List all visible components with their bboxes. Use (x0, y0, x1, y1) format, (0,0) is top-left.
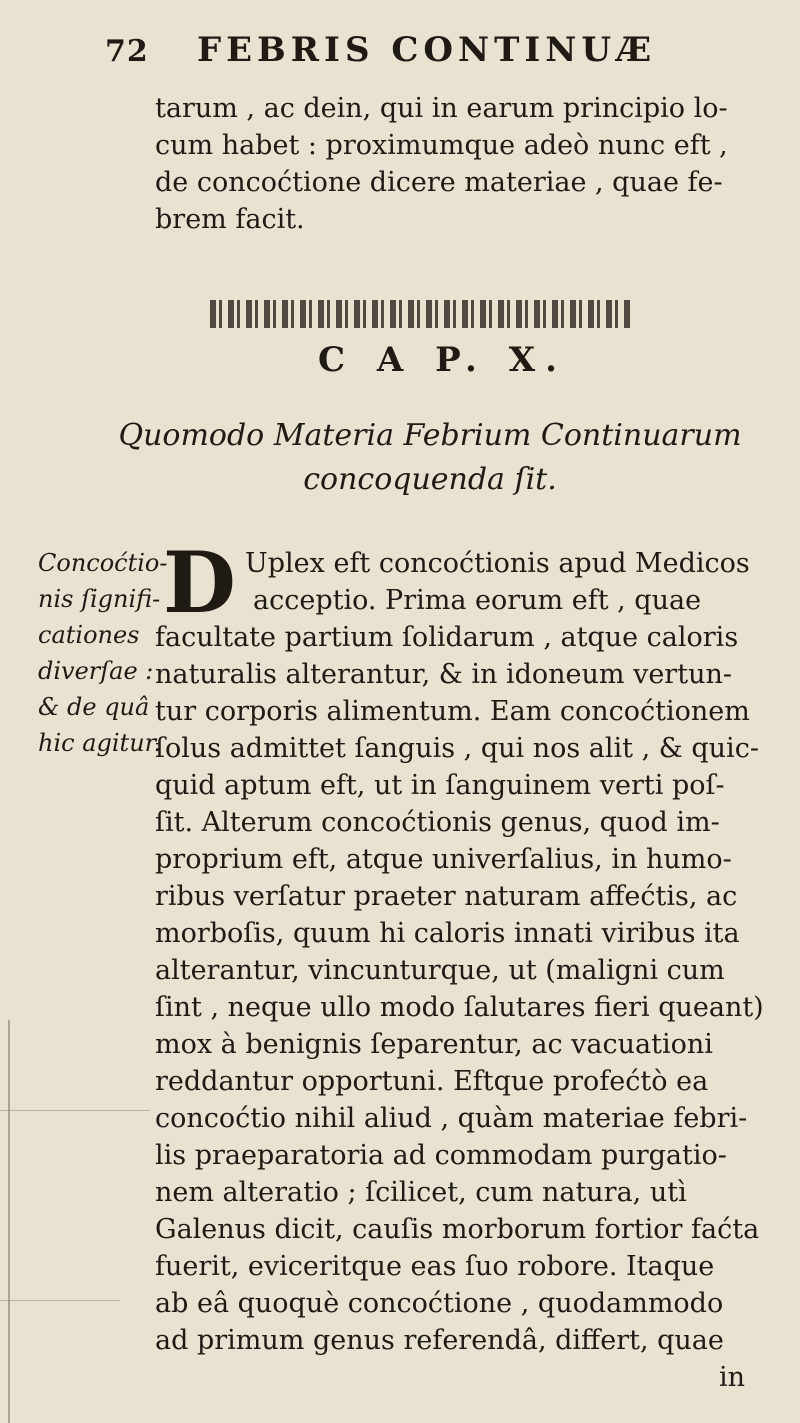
running-head-title: FEBRIS CONTINUÆ (197, 30, 657, 70)
margin-line: & de quâ (38, 693, 150, 721)
marginal-note (38, 545, 167, 761)
text-line: ſolus admittet ſanguis , qui nos alit , & quic- (155, 733, 759, 764)
text-line: mox à benignis ſeparentur, ac vacuationi (155, 1029, 713, 1060)
margin-line: diverſae : (38, 657, 154, 685)
text-line: de concoćtione dicere materiae , quae fe- (155, 167, 723, 198)
text-line: ribus verſatur praeter naturam affećtis, ac (155, 881, 738, 912)
text-line: ad primum genus referendâ, differt, quae (155, 1325, 724, 1356)
text-line: nem alteratio ; ſcilicet, cum natura, utì (155, 1177, 687, 1208)
catchword: in (718, 1362, 745, 1393)
text-line: naturalis alterantur, & in idoneum vertun- (155, 659, 732, 690)
text-line: alterantur, vincunturque, ut (maligni cum (155, 955, 725, 986)
text-line: concoćtio nihil aliud , quàm materiae febri- (155, 1103, 748, 1134)
chapter-label: C A P. X. (318, 340, 567, 380)
text-line: Galenus dicit, cauſis morborum fortior faćta (155, 1214, 760, 1245)
text-line: acceptio. Prima eorum eft , quae (253, 585, 702, 616)
margin-line: hic agitur. (38, 729, 162, 757)
text-line: cum habet : proximumque adeò nunc eft , (155, 130, 728, 161)
text-line: ſit. Alterum concoćtionis genus, quod im- (155, 807, 720, 838)
text-line: morboſis, quum hi caloris innati viribus ita (155, 918, 740, 949)
drop-capital: D (163, 533, 236, 632)
margin-line: nis ſignifi- (38, 585, 161, 613)
page-number: 72 (105, 34, 149, 69)
text-line: Uplex eft concoćtionis apud Medicos (245, 548, 750, 579)
ornamental-band (210, 300, 630, 328)
text-line: reddantur opportuni. Eftque profećtò ea (155, 1066, 709, 1097)
text-line: quid aptum eft, ut in ſanguinem verti poſ- (155, 770, 725, 801)
text-line: tur corporis alimentum. Eam concoćtionem (155, 696, 750, 727)
dropcap-indented-lines (245, 545, 765, 619)
running-header (105, 28, 745, 76)
text-line: brem facit. (155, 204, 305, 235)
edge-line (0, 1110, 150, 1111)
text-line: facultate partium ſolidarum , atque caloris (155, 622, 739, 653)
opening-paragraph (155, 90, 765, 238)
page-edge-rule (0, 1020, 10, 1423)
text-line: fuerit, eviceritque eas ſuo robore. Itaque (155, 1251, 715, 1282)
margin-line: Concoćtio- (38, 549, 168, 577)
text-line: ab eâ quoquè concoćtione , quodammodo (155, 1288, 724, 1319)
margin-line: cationes (38, 621, 140, 649)
text-line: lis praeparatoria ad commodam purgatio- (155, 1140, 727, 1171)
edge-line (0, 1300, 120, 1301)
text-line: tarum , ac dein, qui in earum principio lo- (155, 93, 728, 124)
chapter-title-line-1: Quomodo Materia Febrium Continuarum (118, 418, 742, 453)
chapter-title-line-2: concoquenda ſit. (303, 462, 557, 497)
text-line: ſint , neque ullo modo ſalutares fieri queant) (155, 992, 764, 1023)
text-line: proprium eft, atque univerſalius, in humo- (155, 844, 732, 875)
main-paragraph (155, 619, 765, 1396)
